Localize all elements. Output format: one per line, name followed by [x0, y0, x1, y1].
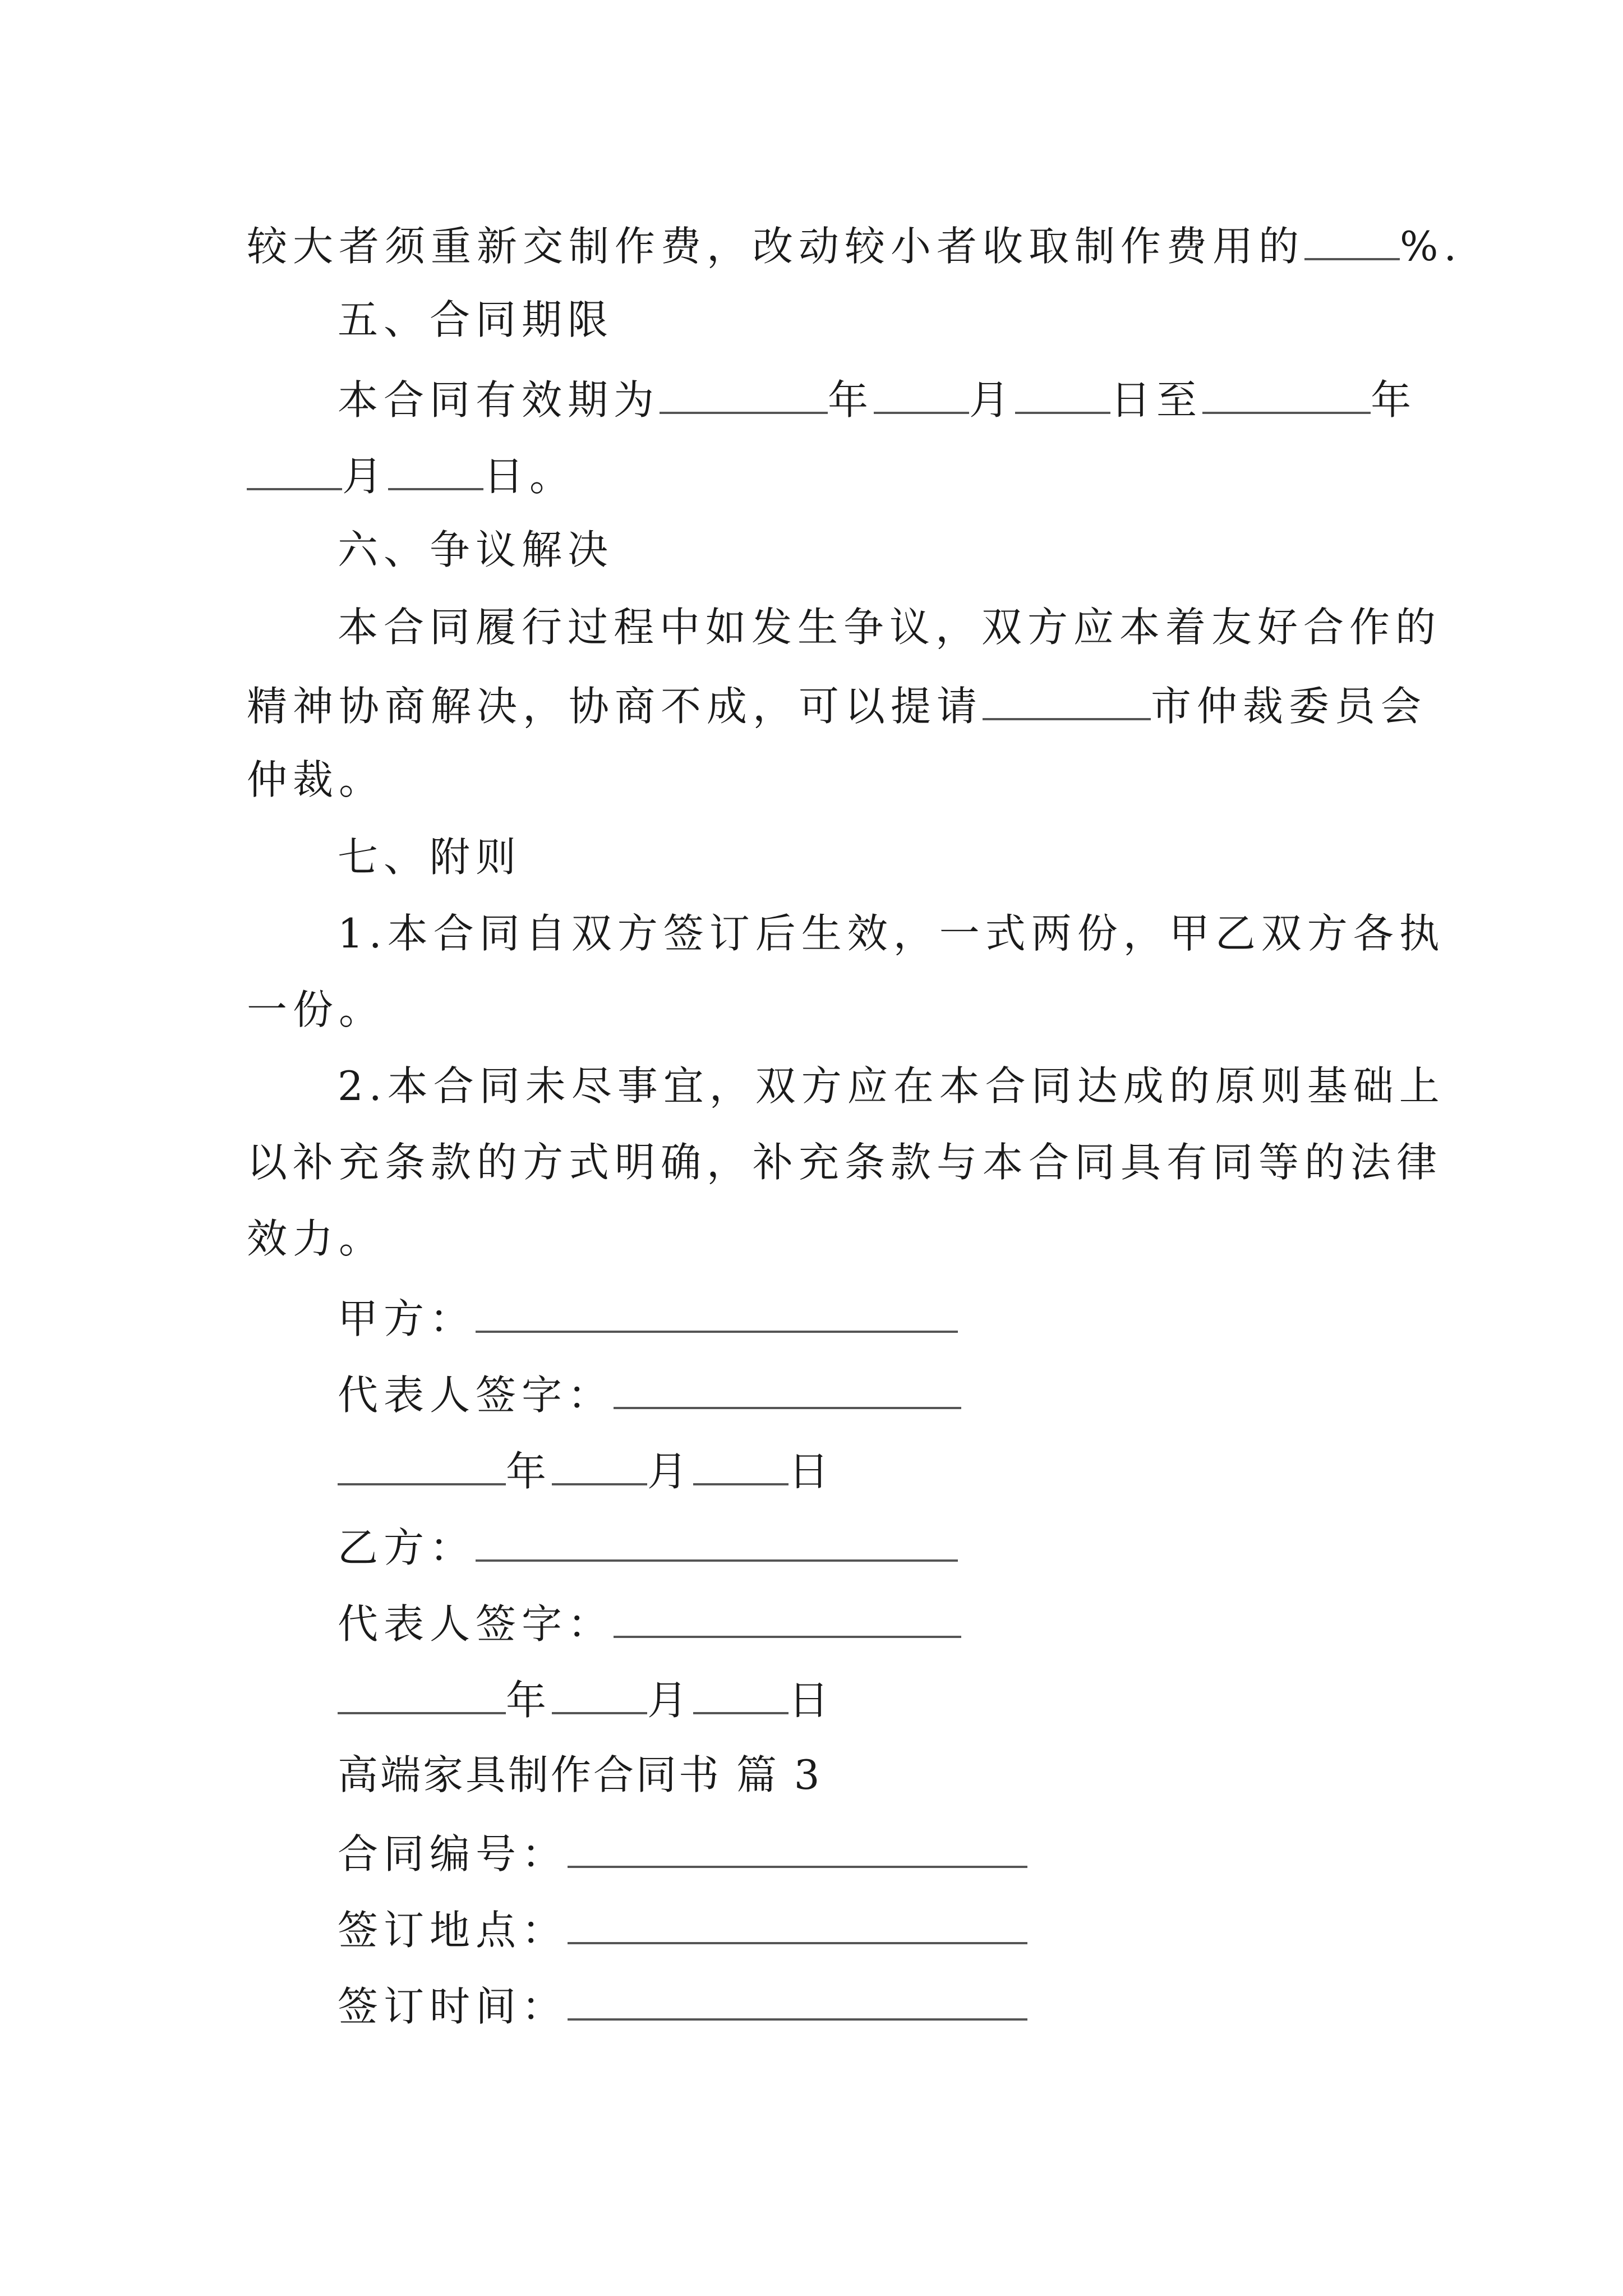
blank-field: [388, 453, 483, 490]
party-a-date-line: 年 月 日: [338, 1448, 834, 1492]
signing-time-blank: [568, 1984, 1027, 2021]
term-line: 本合同有效期为 年 月 日至 年: [338, 376, 1417, 424]
signing-place-blank: [568, 1907, 1027, 1944]
blank-field: [552, 1448, 647, 1485]
contract-number-line: 合同编号：: [338, 1831, 1027, 1874]
party-b-line: 乙方：: [338, 1525, 958, 1568]
paragraph-line: 2.本合同未尽事宜，双方应在本合同达成的原则基础上: [338, 1062, 1445, 1110]
blank-field: [552, 1677, 647, 1714]
clause-continuation: 较大者须重新交制作费，改动较小者收取制作费用的 %.: [247, 223, 1463, 270]
party-b-rep-line: 代表人签字：: [338, 1601, 961, 1644]
blank-field: [1304, 223, 1400, 260]
paragraph-line: 本合同履行过程中如发生争议，双方应本着友好合作的: [338, 604, 1442, 651]
blank-field: [338, 1448, 506, 1485]
section-heading: 六、争议解决: [338, 526, 614, 573]
paragraph-line: 1.本合同自双方签订后生效，一式两份，甲乙双方各执: [338, 910, 1445, 957]
signing-place-line: 签订地点：: [338, 1907, 1027, 1950]
blank-field: [693, 1677, 789, 1714]
blank-field: [983, 683, 1151, 720]
section-heading: 五、合同期限: [338, 296, 614, 343]
signature-blank: [614, 1372, 961, 1409]
paragraph-line: 以补充条款的方式明确，补充条款与本合同具有同等的法律: [247, 1139, 1443, 1186]
blank-field: [693, 1448, 789, 1485]
term-line-2: 月 日。: [247, 453, 575, 496]
blank-field: [660, 377, 828, 414]
blank-field: [247, 453, 342, 490]
section-heading: 七、附则: [338, 834, 522, 881]
paragraph-line: 效力。: [247, 1215, 385, 1262]
blank-field: [1202, 377, 1371, 414]
blank-field: [1015, 377, 1110, 414]
party-b-date-line: 年 月 日: [338, 1677, 834, 1720]
paragraph-line: 一份。: [247, 986, 385, 1033]
blank-field: [874, 377, 969, 414]
party-a-rep-line: 代表人签字：: [338, 1372, 961, 1415]
paragraph-line: 仲裁。: [247, 756, 385, 803]
paragraph-line: 精神协商解决，协商不成，可以提请 市仲裁委员会: [247, 683, 1427, 730]
signing-time-line: 签订时间：: [338, 1984, 1027, 2027]
blank-field: [338, 1677, 506, 1714]
contract-title: 高端家具制作合同书 篇 3: [338, 1751, 822, 1798]
party-a-line: 甲方：: [338, 1296, 958, 1339]
party-b-blank: [476, 1525, 958, 1562]
party-a-blank: [476, 1296, 958, 1333]
signature-blank: [614, 1601, 961, 1638]
contract-number-blank: [568, 1831, 1027, 1868]
